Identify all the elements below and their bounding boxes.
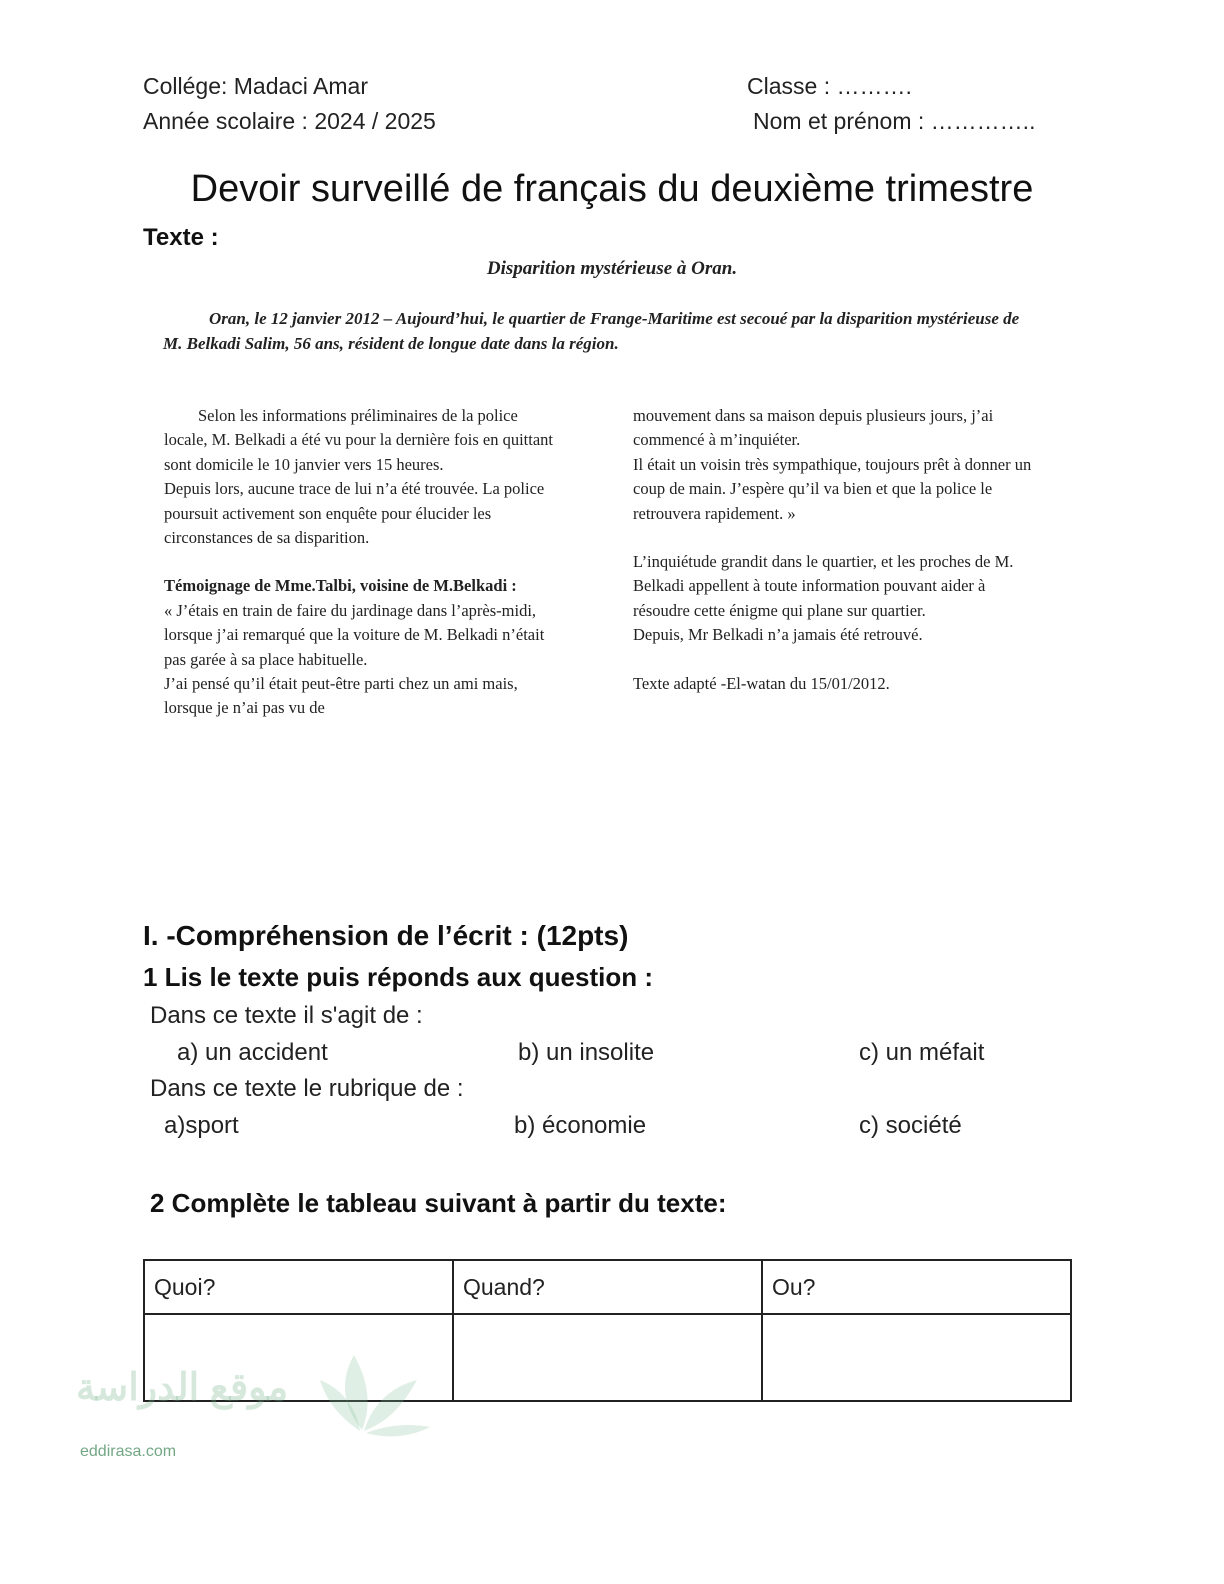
text-label: Texte : <box>143 224 219 251</box>
watermark-arabic: موقع الدراسة <box>76 1367 289 1409</box>
article-paragraph: J’ai pensé qu’il était peut-être parti chez un ami mais, lorsque je n’ai pas vu de <box>164 674 518 718</box>
page-title: Devoir surveillé de français du deuxième trimestre <box>190 168 1034 210</box>
article-right-column <box>633 404 1033 696</box>
question-1a-prompt: Dans ce texte il s'agit de : <box>150 1002 423 1029</box>
table-header-quand: Quand? <box>453 1260 762 1314</box>
option-a[interactable]: a)sport <box>164 1112 239 1139</box>
table-header-quoi: Quoi? <box>144 1260 453 1314</box>
table-header-ou: Ou? <box>762 1260 1071 1314</box>
article-paragraph: Depuis lors, aucune trace de lui n’a été trouvée. La police poursuit activement son enquête pour élucider les circonstances de sa disparition. <box>164 479 545 548</box>
option-c[interactable]: c) un méfait <box>859 1039 985 1066</box>
article-lead: Oran, le 12 janvier 2012 – Aujourd’hui, le quartier de Frange-Maritime est secoué par la disparition mystérieuse de M. Belkadi Salim, 56 ans, résident de longue date dans la région. <box>163 309 1020 353</box>
option-c[interactable]: c) société <box>859 1112 962 1139</box>
school-year: Année scolaire : 2024 / 2025 <box>143 108 436 134</box>
option-b[interactable]: b) économie <box>514 1112 647 1139</box>
section-heading: I. -Compréhension de l’écrit : (12pts) <box>143 920 629 951</box>
article-title: Disparition mystérieuse à Oran. <box>486 258 738 279</box>
answer-cell-quand[interactable] <box>453 1314 762 1401</box>
testimony-heading: Témoignage de Mme.Talbi, voisine de M.Belkadi : <box>164 576 517 596</box>
article-paragraph: « J’étais en train de faire du jardinage dans l’après-midi, lorsque j’ai remarqué que la voiture de M. Belkadi n’était pas garée à sa place habituelle. <box>164 600 545 669</box>
class-field: Classe : ………. <box>747 73 912 99</box>
question-2-heading: 2 Complète le tableau suivant à partir du texte: <box>150 1188 727 1218</box>
article-source: Texte adapté -El-watan du 15/01/2012. <box>633 673 890 693</box>
answer-cell-ou[interactable] <box>762 1314 1071 1401</box>
watermark-url: eddirasa.com <box>80 1443 177 1460</box>
article-paragraph: Selon les informations préliminaires de la police locale, M. Belkadi a été vu pour la dernière fois en quittant sont domicile le 10 janvier vers 15 heures. <box>164 406 553 474</box>
school-name: Collége: Madaci Amar <box>143 73 368 99</box>
option-a[interactable]: a) un accident <box>177 1039 328 1066</box>
option-b[interactable]: b) un insolite <box>518 1039 655 1066</box>
article-paragraph: Depuis, Mr Belkadi n’a jamais été retrouvé. <box>633 625 923 645</box>
article-left-column <box>164 404 562 721</box>
watermark-logo <box>72 1345 432 1440</box>
article-paragraph: Il était un voisin très sympathique, toujours prêt à donner un coup de main. J’espère qu’il va bien et que la police le retrouvera rapidement. » <box>633 454 1032 523</box>
article-paragraph: L’inquiétude grandit dans le quartier, et les proches de M. Belkadi appellent à toute information pouvant aider à résoudre cette énigme qui plane sur quartier. <box>633 552 1014 620</box>
article-paragraph: mouvement dans sa maison depuis plusieurs jours, j’ai commencé à m’inquiéter. <box>633 406 994 450</box>
student-name-field: Nom et prénom : ………….. <box>753 108 1036 134</box>
question-1-heading: 1 Lis le texte puis réponds aux question : <box>143 962 653 992</box>
question-1b-prompt: Dans ce texte le rubrique de : <box>150 1075 464 1102</box>
